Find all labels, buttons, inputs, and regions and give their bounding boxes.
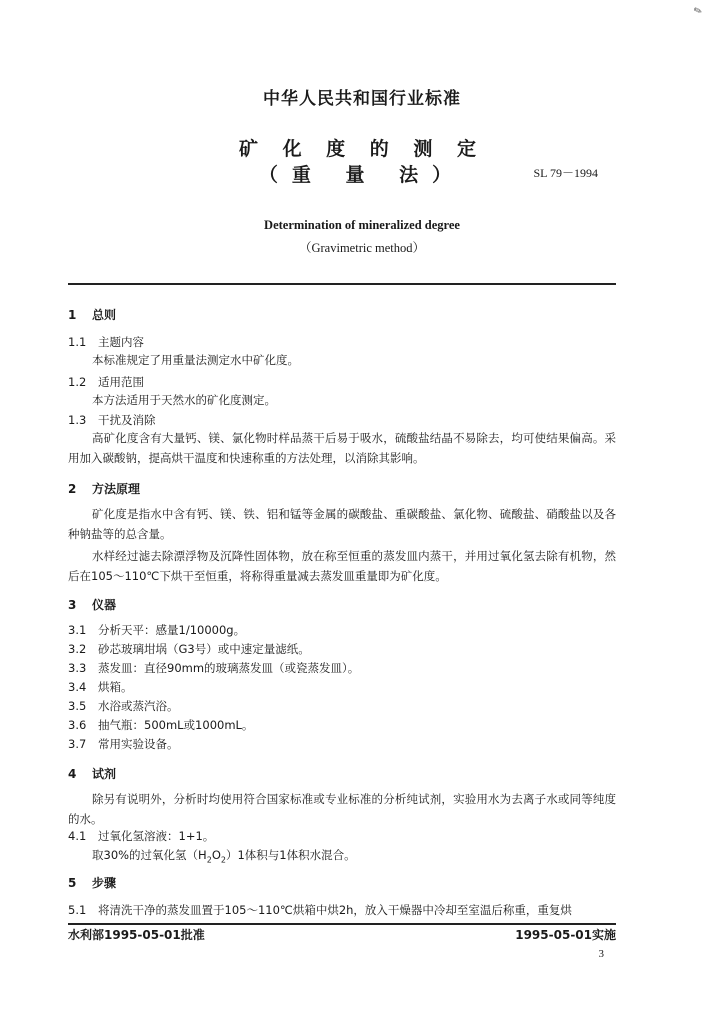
section-number: 4 [68, 767, 77, 781]
item-number: 3.7 [68, 737, 87, 751]
implementation-note: 1995-05-01实施 [515, 928, 616, 942]
section-4-paragraph: 除另有说明外，分析时均使用符合国家标准或专业标准的分析纯试剂，实验用水为去离子水或同等纯度的水。 [68, 792, 616, 826]
item-number: 3.6 [68, 718, 87, 732]
detail-text-o: O [211, 848, 221, 862]
item-number: 5.1 [68, 903, 87, 917]
item-number: 1.1 [68, 335, 87, 349]
item-number: 3.4 [68, 680, 87, 694]
list-item [68, 717, 253, 733]
list-item [68, 679, 133, 695]
list-item [68, 698, 179, 714]
standard-category: 中华人民共和国行业标准 [263, 89, 461, 109]
item-1-1 [68, 334, 144, 350]
item-text: 常用实验设备。 [98, 737, 179, 751]
standard-number: SL 79－1994 [533, 166, 598, 180]
section-5-heading [68, 874, 116, 891]
section-2-heading [68, 480, 140, 497]
item-text: 抽气瓶：500mL或1000mL。 [98, 718, 254, 732]
item-number: 1.3 [68, 413, 87, 427]
item-title: 适用范围 [98, 375, 144, 389]
item-1-1-text: 本标准规定了用重量法测定水中矿化度。 [92, 353, 299, 367]
item-5-1 [68, 902, 572, 918]
list-item [68, 641, 310, 657]
header-divider [68, 283, 616, 285]
item-text: 烘箱。 [98, 680, 133, 694]
section-title: 仪器 [92, 598, 117, 612]
section-title: 方法原理 [92, 482, 141, 496]
item-number: 1.2 [68, 375, 87, 389]
item-number: 4.1 [68, 829, 87, 843]
item-title: 主题内容 [98, 335, 144, 349]
section-1-heading [68, 306, 116, 323]
english-title: Determination of mineralized degree [264, 218, 460, 232]
approval-note: 水利部1995-05-01批准 [68, 928, 205, 942]
item-text: 水浴或蒸汽浴。 [98, 699, 179, 713]
item-text: 砂芯玻璃坩埚（G3号）或中速定量滤纸。 [98, 642, 310, 656]
corner-mark: ✎ [691, 4, 704, 19]
item-1-3-text: 高矿化度含有大量钙、镁、氯化物时样品蒸干后易于吸水，硫酸盐结晶不易除去，均可使结果偏高。采用加入碳酸钠，提高烘干温度和快速称重的方法处理，以消除其影响。 [68, 431, 616, 465]
section-title: 试剂 [92, 767, 117, 781]
list-item [68, 660, 359, 676]
section-title: 总则 [92, 308, 117, 322]
english-subtitle: （Gravimetric method） [298, 241, 425, 255]
item-text: 过氧化氢溶液：1+1。 [98, 829, 215, 843]
section-4-heading [68, 765, 116, 782]
page-number: 3 [598, 948, 604, 960]
item-1-3 [68, 412, 156, 428]
footer-divider [68, 923, 616, 925]
subscript-1: 2 [206, 855, 212, 865]
detail-text-a: 取30%的过氧化氢（H [92, 848, 207, 862]
item-title: 干扰及消除 [98, 413, 156, 427]
item-number: 3.2 [68, 642, 87, 656]
section-number: 3 [68, 598, 77, 612]
item-4-1-detail [92, 847, 356, 864]
section-title: 步骤 [92, 876, 117, 890]
item-1-2 [68, 374, 144, 390]
item-1-2-text: 本方法适用于天然水的矿化度测定。 [92, 393, 276, 407]
subscript-2: 2 [220, 855, 226, 865]
item-text: 分析天平：感量1/10000g。 [98, 623, 246, 637]
section-number: 2 [68, 482, 77, 496]
item-text: 蒸发皿：直径90mm的玻璃蒸发皿（或瓷蒸发皿）。 [98, 661, 360, 675]
section-number: 5 [68, 876, 77, 890]
section-2-paragraph-1: 矿化度是指水中含有钙、镁、铁、铝和锰等金属的碳酸盐、重碳酸盐、氯化物、硫酸盐、硝酸盐以及各种钠盐等的总含量。 [68, 507, 616, 541]
item-text: 将清洗干净的蒸发皿置于105～110℃烘箱中烘2h，放入干燥器中冷却至室温后称重，重复烘 [98, 903, 572, 917]
section-number: 1 [68, 308, 77, 322]
detail-text-b: ）1体积与1体积水混合。 [225, 848, 356, 862]
item-4-1 [68, 828, 214, 844]
list-item [68, 736, 179, 752]
document-title: 矿 化 度 的 测 定 [238, 138, 486, 160]
item-number: 3.3 [68, 661, 87, 675]
item-number: 3.5 [68, 699, 87, 713]
document-subtitle: （重 量 法） [258, 164, 466, 186]
item-number: 3.1 [68, 623, 87, 637]
section-2-paragraph-2: 水样经过滤去除漂浮物及沉降性固体物，放在称至恒重的蒸发皿内蒸干，并用过氧化氢去除有机物，然后在105～110℃下烘干至恒重，将称得重量减去蒸发皿重量即为矿化度。 [68, 549, 616, 583]
list-item [68, 622, 245, 638]
section-3-heading [68, 596, 116, 613]
